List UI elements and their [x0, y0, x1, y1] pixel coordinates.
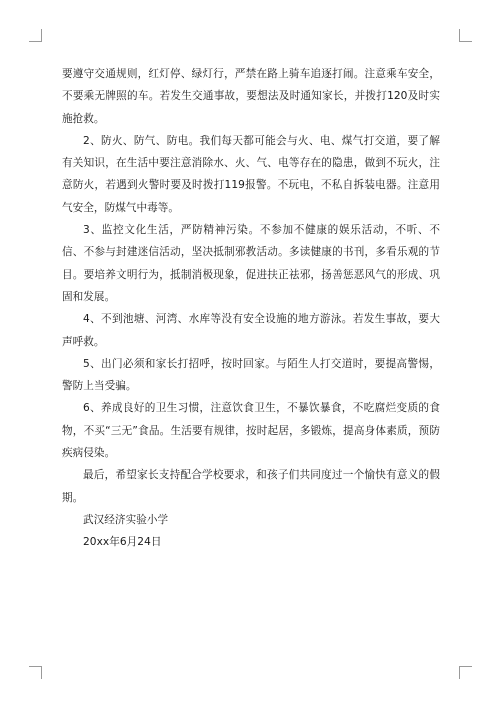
- document-body: [62, 63, 440, 554]
- crop-mark-bottom-right: [459, 666, 472, 679]
- crop-mark-top-right: [459, 29, 472, 42]
- paragraph-swimming: 4、不到池塘、河湾、水库等没有安全设施的地方游泳。若发生事故，要大声呼救。: [62, 313, 440, 348]
- paragraph-hygiene: 6、养成良好的卫生习惯，注意饮食卫生，不暴饮暴食，不吃腐烂变质的食物，不买“三无”食品。生活要有规律，按时起居，多锻炼，提高身体素质，预防疾病侵染。: [62, 402, 440, 460]
- paragraph-closing: 最后，希望家长支持配合学校要求，和孩子们共同度过一个愉快有意义的假期。: [62, 469, 440, 504]
- signature-date: 20xx年6月24日: [83, 536, 162, 549]
- crop-mark-bottom-left: [29, 666, 42, 679]
- paragraph-going-out: 5、出门必须和家长打招呼，按时回家。与陌生人打交道时，要提高警惕，警防上当受骗。: [62, 357, 440, 393]
- signature-school-name: 武汉经济实验小学: [83, 513, 169, 526]
- paragraph-traffic-safety: 要遵守交通规则，红灯停、绿灯行，严禁在路上骑车追逐打闹。注意乘车安全，不要乘无牌照的车。若发生交通事故，要想法及时通知家长，并拨打120及时实施抢救。: [62, 68, 440, 125]
- crop-mark-top-left: [29, 29, 42, 42]
- paragraph-cultural-life: 3、监控文化生活，严防精神污染。不参加不健康的娱乐活动，不听、不信、不参与封建迷信活动，坚决抵制邪教活动。多读健康的书刊，多看乐观的节目。要培养文明行为，抵制消极现象，促进扶正祛邪，扬善惩恶风气的形成、巩固和发展。: [62, 224, 440, 303]
- paragraph-fire-gas-electric: 2、防火、防气、防电。我们每天都可能会与火、电、煤气打交道，要了解有关知识，在生活中要注意消除水、火、气、电等存在的隐患，做到不玩火，注意防火，若遇到火警时要及时拨打119报警。不玩电，不私自拆装电器。注意用气安全，防煤气中毒等。: [62, 134, 440, 214]
